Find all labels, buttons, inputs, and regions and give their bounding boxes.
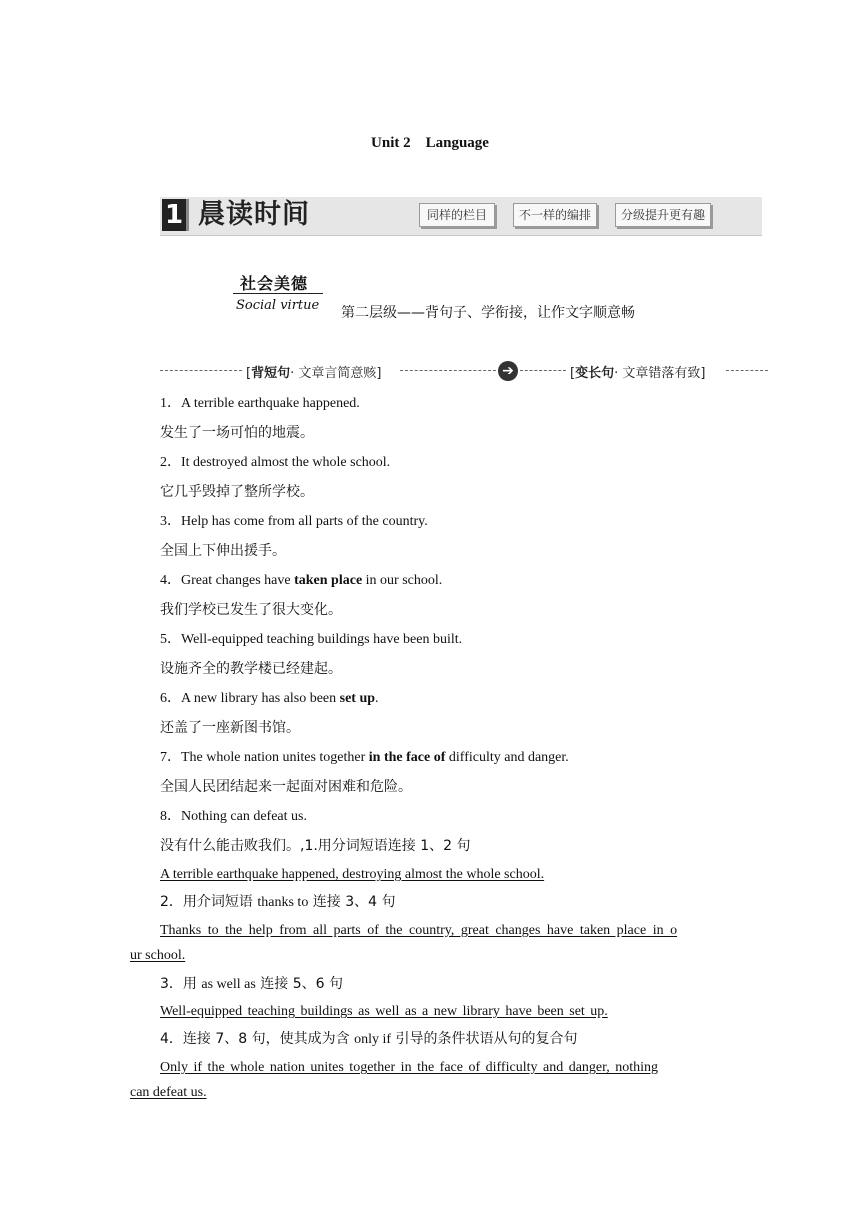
sentence-en: 1．A terrible earthquake happened. (160, 396, 360, 411)
divider-dash (400, 370, 496, 371)
section-subtitle: 第二层级——背句子、学衔接，让作文字顺意畅 (341, 305, 635, 321)
banner-tag-same-column: 同样的栏目 (419, 203, 495, 227)
combo-prompt: 2．用介词短语 thanks to 连接 3、4 句 (160, 894, 396, 910)
banner-number: 1 (162, 199, 189, 231)
banner-tag-different-arrangement: 不一样的编排 (513, 203, 597, 227)
section-title-en: Social virtue (236, 298, 320, 313)
sentence-cn: 发生了一场可怕的地震。 (160, 425, 314, 441)
sentence-en: 8．Nothing can defeat us. (160, 809, 307, 824)
morning-reading-banner (160, 197, 762, 236)
section-divider (160, 360, 768, 382)
sentence-cn: 它几乎毁掉了整所学校。 (160, 484, 314, 500)
unit-title: Unit 2 Language (371, 135, 489, 151)
combo-answer-cont: ur school. (130, 948, 186, 963)
divider-dash (160, 370, 242, 371)
combo-prompt: 4．连接 7、8 句，使其成为含 only if 引导的条件状语从句的复合句 (160, 1031, 578, 1047)
combo-answer-cont: can defeat us. (130, 1085, 207, 1100)
banner-tag-graded: 分级提升更有趣 (615, 203, 711, 227)
sentence-en: 6．A new library has also been set up. (160, 691, 379, 706)
sentence-en: 3．Help has come from all parts of the country. (160, 514, 428, 529)
sentence-en: 4．Great changes have taken place in our school. (160, 573, 443, 588)
sentence-cn: 我们学校已发生了很大变化。 (160, 602, 342, 618)
divider-right-label: [变长句· 文章错落有致] (570, 366, 706, 381)
combo-prompt: 3．用 as well as 连接 5、6 句 (160, 976, 343, 992)
sentence-cn: 全国上下伸出援手。 (160, 543, 286, 559)
divider-left-label: [背短句· 文章言简意赅] (246, 366, 382, 381)
combo-answer: Thanks to the help from all parts of the country, great changes have taken place in o (160, 923, 678, 938)
divider-dash (726, 370, 768, 371)
sentence-cn: 没有什么能击败我们。,1.用分词短语连接 1、2 句 (160, 838, 471, 854)
arrow-right-icon: ➔ (498, 361, 518, 381)
combo-answer: Well-equipped teaching buildings as well as a new library have been set up. (160, 1004, 608, 1019)
section-title: 社会美德 (240, 274, 309, 293)
sentence-en: 7．The whole nation unites together in the face of difficulty and danger. (160, 750, 569, 765)
section-title-rule (233, 293, 323, 294)
sentence-en: 2．It destroyed almost the whole school. (160, 455, 391, 470)
sentence-cn: 还盖了一座新图书馆。 (160, 720, 300, 736)
sentence-en: 5．Well-equipped teaching buildings have been built. (160, 632, 463, 647)
sentence-cn: 全国人民团结起来一起面对困难和危险。 (160, 779, 412, 795)
divider-dash (520, 370, 566, 371)
combo-answer: Only if the whole nation unites together in the face of difficulty and danger, nothing (160, 1060, 658, 1075)
combo-answer: A terrible earthquake happened, destroying almost the whole school. (160, 867, 545, 882)
sentence-cn: 设施齐全的教学楼已经建起。 (160, 661, 342, 677)
banner-title: 晨读时间 (198, 199, 310, 230)
